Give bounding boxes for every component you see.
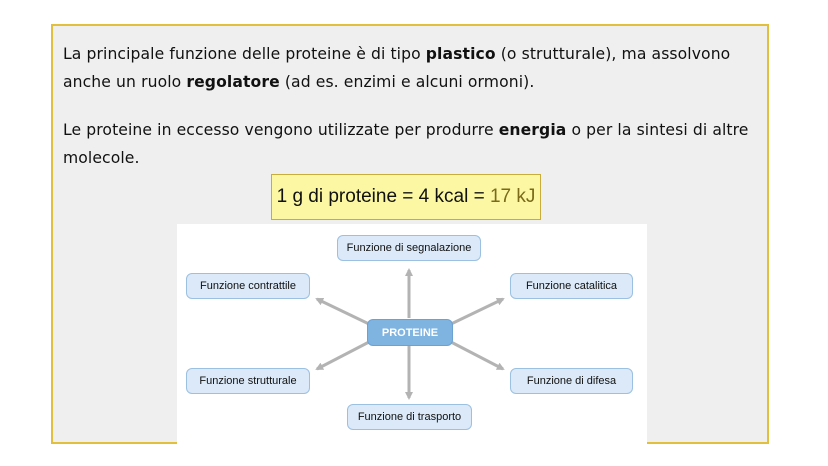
content-panel xyxy=(51,24,769,444)
text-segment: La principale funzione delle proteine è di tipo xyxy=(63,45,426,63)
text-segment: (ad es. enzimi e alcuni ormoni). xyxy=(279,73,535,91)
arrow-to-top-right xyxy=(451,299,503,324)
paragraph-functions xyxy=(63,40,763,96)
energy-formula-box xyxy=(271,174,541,220)
formula-kj: 17 kJ xyxy=(489,186,536,207)
node-catalitica: Funzione catalitica xyxy=(510,273,633,299)
arrow-to-bottom-left xyxy=(317,342,369,369)
node-segnalazione: Funzione di segnalazione xyxy=(337,235,481,261)
node-difesa: Funzione di difesa xyxy=(510,368,633,394)
formula-text: 1 g di proteine = 4 kcal = xyxy=(276,186,490,207)
arrow-to-bottom-right xyxy=(451,342,503,369)
text-segment: (o strutturale), ma assolvono anche un ruolo xyxy=(63,45,731,91)
node-contrattile: Funzione contrattile xyxy=(186,273,310,299)
node-strutturale: Funzione strutturale xyxy=(186,368,310,394)
node-trasporto: Funzione di trasporto xyxy=(347,404,472,430)
bold-term-energia: energia xyxy=(498,121,567,139)
arrow-to-top-left xyxy=(317,299,369,324)
bold-term-plastico: plastico xyxy=(425,45,496,63)
node-proteine-center: PROTEINE xyxy=(367,319,453,346)
protein-functions-diagram xyxy=(177,224,647,446)
text-segment: Le proteine in eccesso vengono utilizzate per produrre xyxy=(63,121,499,139)
text-segment: o per la sintesi di altre molecole. xyxy=(63,121,749,167)
paragraph-energy xyxy=(63,116,763,172)
bold-term-regolatore: regolatore xyxy=(186,73,280,91)
